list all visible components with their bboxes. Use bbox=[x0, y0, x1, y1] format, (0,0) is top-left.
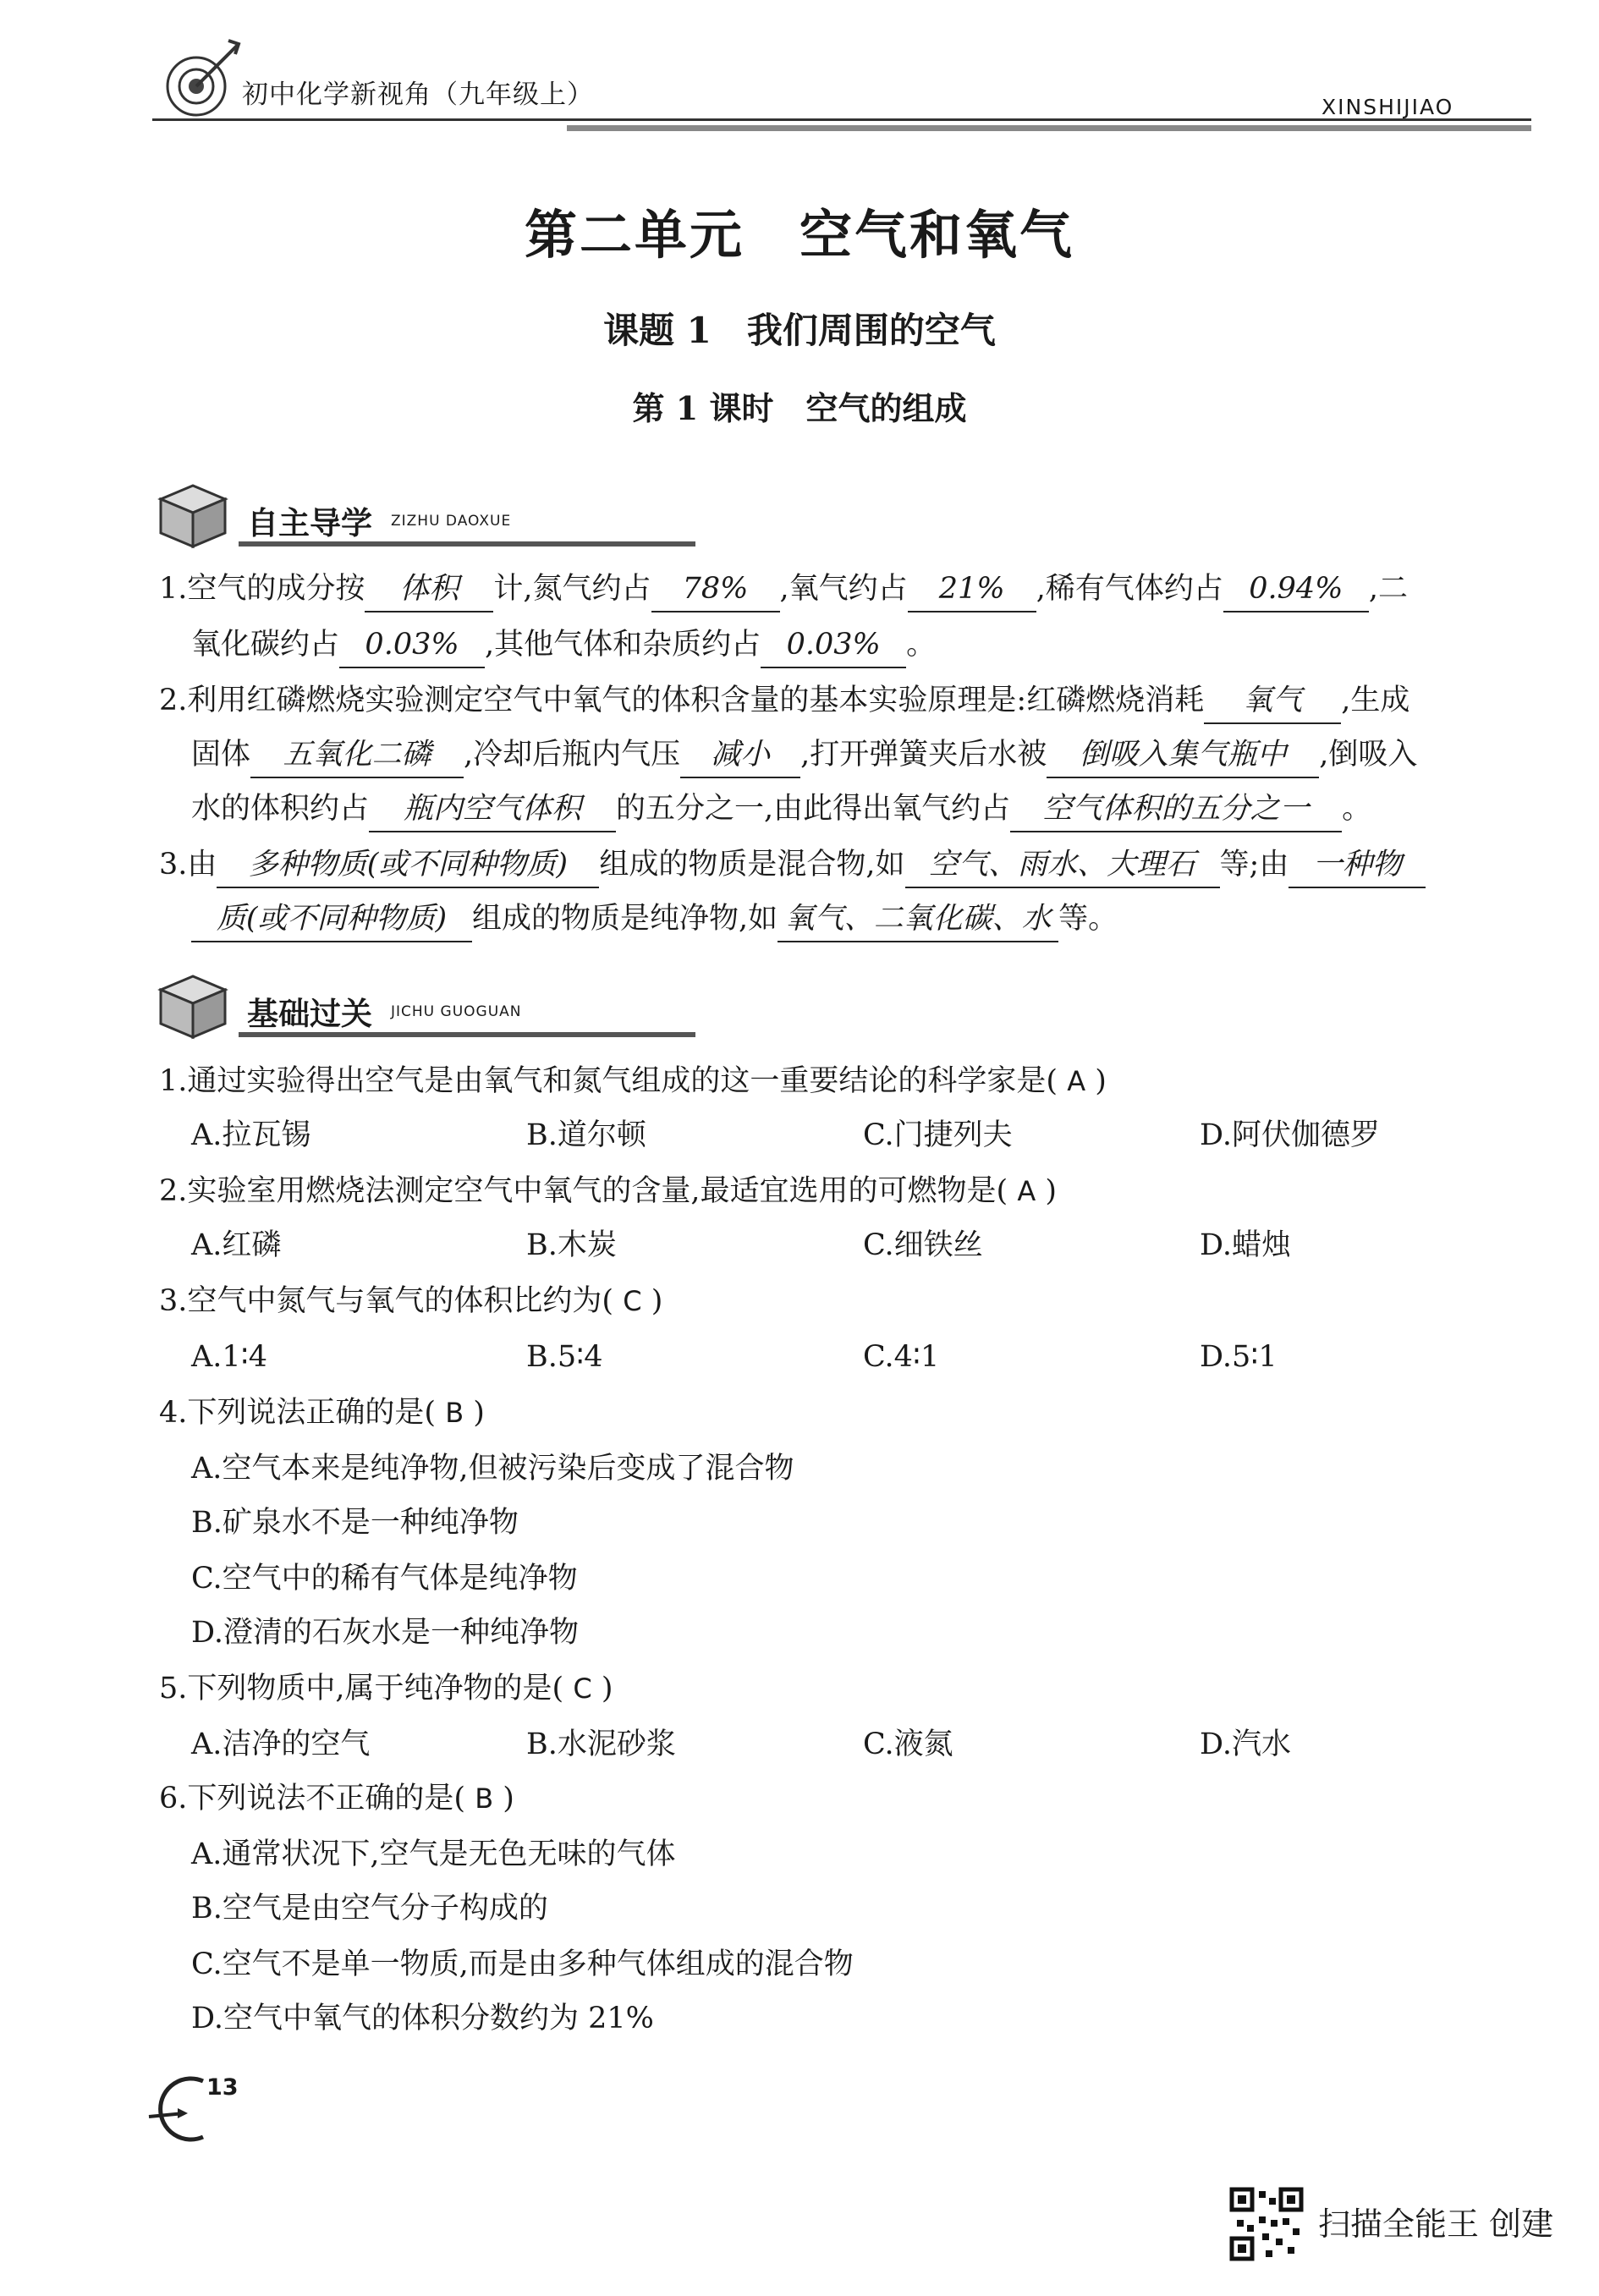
option: A.通常状况下,空气是无色无味的气体 bbox=[191, 1837, 676, 1871]
unit-title: 第二单元 空气和氧气 bbox=[524, 204, 1074, 266]
page-number: 13 bbox=[206, 2074, 239, 2101]
basic-q3-stem: 3.空气中氮气与氧气的体积比约为( C ) bbox=[159, 1284, 663, 1318]
option: A.拉瓦锡 bbox=[191, 1118, 311, 1152]
basic-q4-stem: 4.下列说法正确的是( B ) bbox=[159, 1396, 485, 1430]
target-arrow-logo-icon bbox=[154, 34, 247, 127]
answer-blank: 质(或不同种物质) bbox=[191, 897, 472, 942]
cube-icon bbox=[154, 964, 232, 1042]
cube-icon bbox=[154, 474, 232, 552]
brand-text: XINSHIJIAO bbox=[1322, 95, 1454, 119]
answer-blank: 体积 bbox=[365, 567, 493, 612]
choice-answer: B bbox=[445, 1397, 464, 1429]
answer-blank: 氧气、二氧化碳、水 bbox=[778, 897, 1058, 942]
answer-blank: 一种物 bbox=[1289, 843, 1426, 888]
basic-q1-stem: 1.通过实验得出空气是由氧气和氮气组成的这一重要结论的科学家是( A ) bbox=[159, 1064, 1107, 1098]
option: D.空气中氧气的体积分数约为 21% bbox=[191, 2002, 654, 2035]
option: A.空气本来是纯净物,但被污染后变成了混合物 bbox=[191, 1452, 794, 1486]
option: D.汽水 bbox=[1200, 1727, 1291, 1761]
choice-answer: A bbox=[1067, 1065, 1086, 1097]
self-q1-line1: 1.空气的成分按 体积 计,氮气约占 78% ,氧气约占 21% ,稀有气体约占 0.94% ,二 bbox=[159, 567, 1408, 612]
topic-title: 课题 1 我们周围的空气 bbox=[603, 310, 996, 351]
answer-blank: 空气、雨水、大理石 bbox=[905, 843, 1220, 888]
answer-blank: 0.94% bbox=[1223, 567, 1369, 612]
choice-answer: C bbox=[623, 1285, 642, 1317]
self-q2-line1: 2.利用红磷燃烧实验测定空气中氧气的体积含量的基本实验原理是:红磷燃烧消耗 氧气 ,生成 bbox=[159, 678, 1409, 724]
section-pinyin: ZIZHU DAOXUE bbox=[391, 513, 512, 530]
self-q3-line1: 3.由 多种物质(或不同种物质) 组成的物质是混合物,如 空气、雨水、大理石 等;由 一种物 bbox=[159, 843, 1426, 888]
choice-answer: A bbox=[1017, 1175, 1036, 1207]
answer-blank: 78% bbox=[651, 567, 780, 612]
option: C.4∶1 bbox=[863, 1340, 940, 1374]
book-title: 初中化学新视角（九年级上） bbox=[242, 80, 594, 110]
self-q3-line2: 质(或不同种物质) 组成的物质是纯净物,如 氧气、二氧化碳、水 等。 bbox=[191, 897, 1118, 942]
option: B.木炭 bbox=[526, 1228, 617, 1262]
option: C.细铁丝 bbox=[863, 1228, 983, 1262]
option: C.空气不是单一物质,而是由多种气体组成的混合物 bbox=[191, 1947, 854, 1981]
scanner-watermark: 扫描全能王 创建 bbox=[1318, 2205, 1554, 2243]
answer-blank: 0.03% bbox=[761, 623, 906, 668]
option: A.1∶4 bbox=[191, 1340, 268, 1374]
basic-q5-stem: 5.下列物质中,属于纯净物的是( C ) bbox=[159, 1672, 613, 1706]
answer-blank: 瓶内空气体积 bbox=[369, 787, 616, 832]
section-header-basic bbox=[154, 964, 1533, 1045]
qr-code-icon bbox=[1228, 2186, 1305, 2262]
option: D.5∶1 bbox=[1200, 1340, 1278, 1374]
section-pinyin: JICHU GUOGUAN bbox=[391, 1003, 522, 1020]
option: D.蜡烛 bbox=[1200, 1228, 1291, 1262]
option: B.道尔顿 bbox=[526, 1118, 646, 1152]
choice-answer: B bbox=[475, 1782, 494, 1815]
section-rule bbox=[239, 1032, 695, 1037]
answer-blank: 五氧化二磷 bbox=[250, 733, 464, 778]
option: A.洁净的空气 bbox=[191, 1727, 371, 1761]
section-header-self-study bbox=[154, 474, 1533, 554]
header-rule-thick bbox=[567, 125, 1531, 131]
section-title: 自主导学 bbox=[247, 505, 372, 541]
choice-answer: C bbox=[573, 1673, 592, 1705]
option: A.红磷 bbox=[191, 1228, 282, 1262]
section-rule bbox=[239, 541, 695, 547]
option: B.矿泉水不是一种纯净物 bbox=[191, 1506, 519, 1540]
option: C.液氮 bbox=[863, 1727, 953, 1761]
basic-q2-stem: 2.实验室用燃烧法测定空气中氧气的含量,最适宜选用的可燃物是( A ) bbox=[159, 1174, 1058, 1208]
answer-blank: 减小 bbox=[680, 733, 800, 778]
option: C.空气中的稀有气体是纯净物 bbox=[191, 1562, 578, 1596]
self-q1-line2: 氧化碳约占 0.03% ,其他气体和杂质约占 0.03% 。 bbox=[191, 623, 936, 668]
basic-q6-stem: 6.下列说法不正确的是( B ) bbox=[159, 1782, 514, 1815]
self-q2-line3: 水的体积约占 瓶内空气体积 的五分之一,由此得出氧气约占 空气体积的五分之一 。 bbox=[191, 787, 1371, 832]
header-rule bbox=[152, 118, 1531, 121]
option: B.水泥砂浆 bbox=[526, 1727, 676, 1761]
option: B.5∶4 bbox=[526, 1340, 603, 1374]
option: D.澄清的石灰水是一种纯净物 bbox=[191, 1616, 579, 1650]
answer-blank: 氧气 bbox=[1204, 678, 1341, 724]
answer-blank: 21% bbox=[908, 567, 1036, 612]
self-q2-line2: 固体 五氧化二磷 ,冷却后瓶内气压 减小 ,打开弹簧夹后水被 倒吸入集气瓶中 ,倒吸入 bbox=[191, 733, 1417, 778]
option: D.阿伏伽德罗 bbox=[1200, 1118, 1380, 1152]
lesson-title: 第 1 课时 空气的组成 bbox=[632, 389, 967, 427]
option: C.门捷列夫 bbox=[863, 1118, 1013, 1152]
answer-blank: 0.03% bbox=[339, 623, 485, 668]
answer-blank: 倒吸入集气瓶中 bbox=[1047, 733, 1319, 778]
section-title: 基础过关 bbox=[247, 996, 372, 1032]
answer-blank: 空气体积的五分之一 bbox=[1010, 787, 1342, 832]
answer-blank: 多种物质(或不同种物质) bbox=[217, 843, 599, 888]
option: B.空气是由空气分子构成的 bbox=[191, 1892, 548, 1925]
